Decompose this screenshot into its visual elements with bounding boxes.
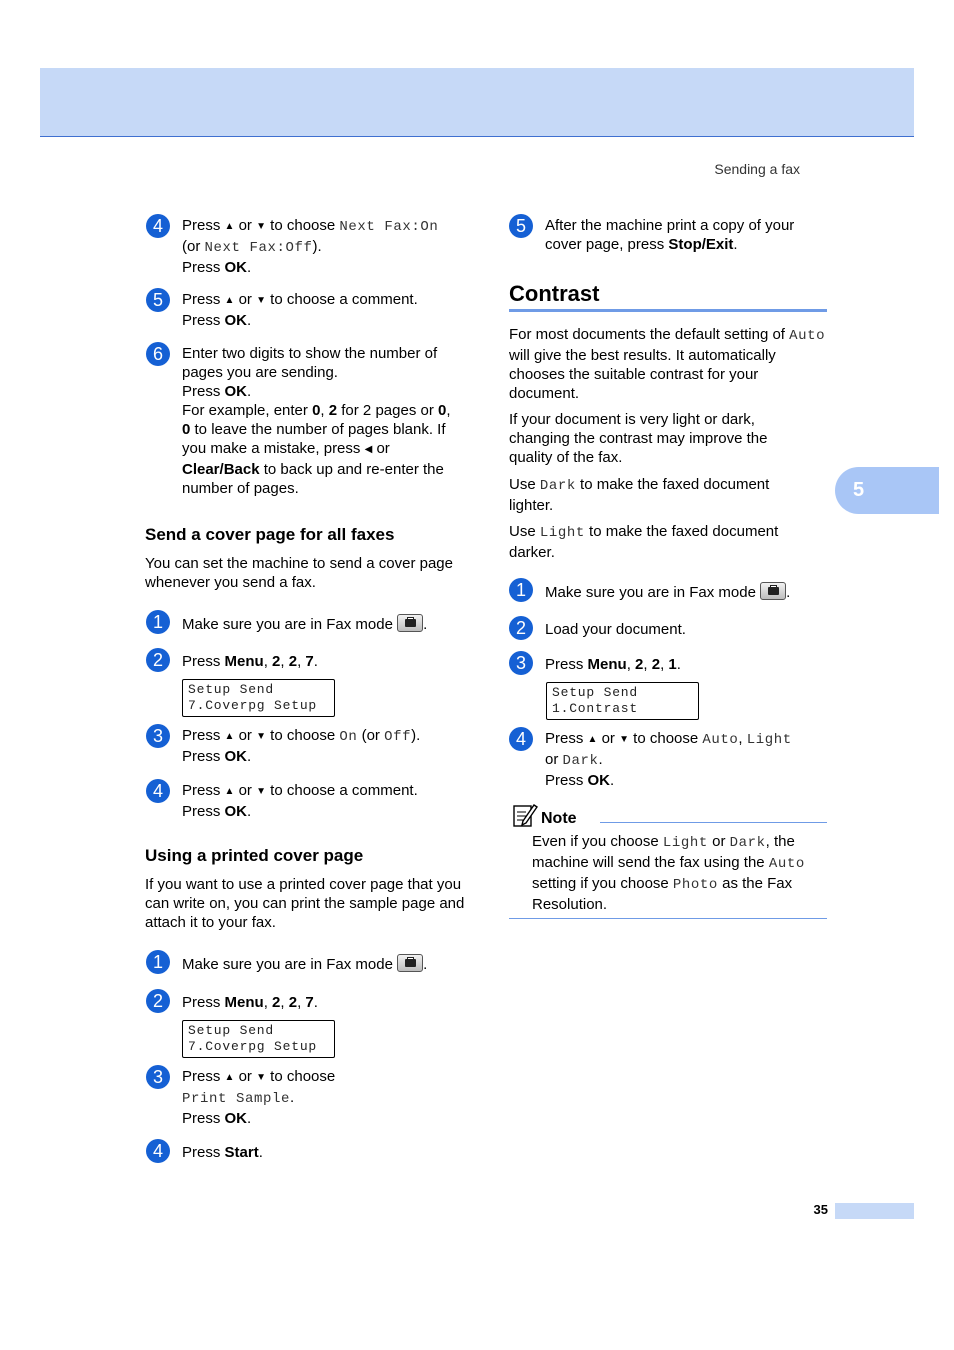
contrast-paragraph: Use Dark to make the faxed document lighter.: [509, 476, 770, 514]
chapter-number: 5: [853, 479, 865, 501]
chapter-tab: [835, 467, 939, 514]
contrast-paragraph: If your document is very light or dark, changing the contrast may improve the quality of the fax.: [509, 411, 768, 466]
up-arrow-icon: ▲: [224, 221, 235, 232]
left-arrow-icon: ◀: [364, 444, 373, 455]
lcd-display: Setup Send 1.Contrast: [546, 682, 699, 720]
footer-bar: [835, 1203, 914, 1219]
lcd-display: Setup Send 7.Coverpg Setup: [182, 1020, 335, 1058]
running-head: Sending a fax: [714, 161, 800, 177]
contrast-paragraph: Use Light to make the faxed document darker.: [509, 523, 779, 561]
step-number: 5: [146, 288, 170, 312]
up-arrow-icon: ▲: [224, 731, 235, 742]
up-arrow-icon: ▲: [224, 786, 235, 797]
lcd-display: Setup Send 7.Coverpg Setup: [182, 679, 335, 717]
up-arrow-icon: ▲: [587, 734, 598, 745]
note-label: Note: [541, 810, 577, 827]
down-arrow-icon: ▼: [256, 221, 267, 232]
section-intro: If you want to use a printed cover page that you can write on, you can print the sample page and attach it to your fax.: [145, 876, 465, 931]
header-band: [40, 68, 914, 137]
step-number: 5: [509, 214, 533, 238]
down-arrow-icon: ▼: [256, 1072, 267, 1083]
section-title-contrast: Contrast: [509, 281, 600, 306]
section-title-cover-page-all: Send a cover page for all faxes: [145, 525, 395, 544]
note-pencil-icon: [512, 802, 538, 828]
fax-mode-icon: [397, 614, 423, 632]
step-number: 2: [509, 616, 533, 640]
step-number: 4: [509, 727, 533, 751]
step-number: 1: [146, 950, 170, 974]
down-arrow-icon: ▼: [256, 295, 267, 306]
step-number: 3: [146, 724, 170, 748]
step-number: 2: [146, 989, 170, 1013]
note-text: Even if you choose Light or Dark, the machine will send the fax using the Auto setting if you choose Photo as the Fax Resolution.: [532, 833, 805, 913]
contrast-paragraph: For most documents the default setting of Auto will give the best results. It automatically chooses the suitable contrast for your document.: [509, 326, 826, 402]
down-arrow-icon: ▼: [256, 786, 267, 797]
fax-mode-icon: [397, 954, 423, 972]
step-number: 3: [509, 651, 533, 675]
step-number: 6: [146, 342, 170, 366]
section-title-printed-cover: Using a printed cover page: [145, 846, 364, 865]
note-rule: [600, 822, 827, 823]
page-number: 35: [813, 1202, 828, 1217]
up-arrow-icon: ▲: [224, 295, 235, 306]
down-arrow-icon: ▼: [619, 734, 630, 745]
step-number: 4: [146, 1139, 170, 1163]
step-number: 1: [146, 610, 170, 634]
step-number: 4: [146, 779, 170, 803]
step-number: 2: [146, 648, 170, 672]
step-number: 1: [509, 578, 533, 602]
down-arrow-icon: ▼: [256, 731, 267, 742]
fax-mode-icon: [760, 582, 786, 600]
section-intro: You can set the machine to send a cover page whenever you send a fax.: [145, 555, 453, 591]
step-number: 4: [146, 214, 170, 238]
step-number: 3: [146, 1065, 170, 1089]
note-bottom-rule: [509, 918, 827, 919]
up-arrow-icon: ▲: [224, 1072, 235, 1083]
title-underline: [509, 309, 827, 312]
